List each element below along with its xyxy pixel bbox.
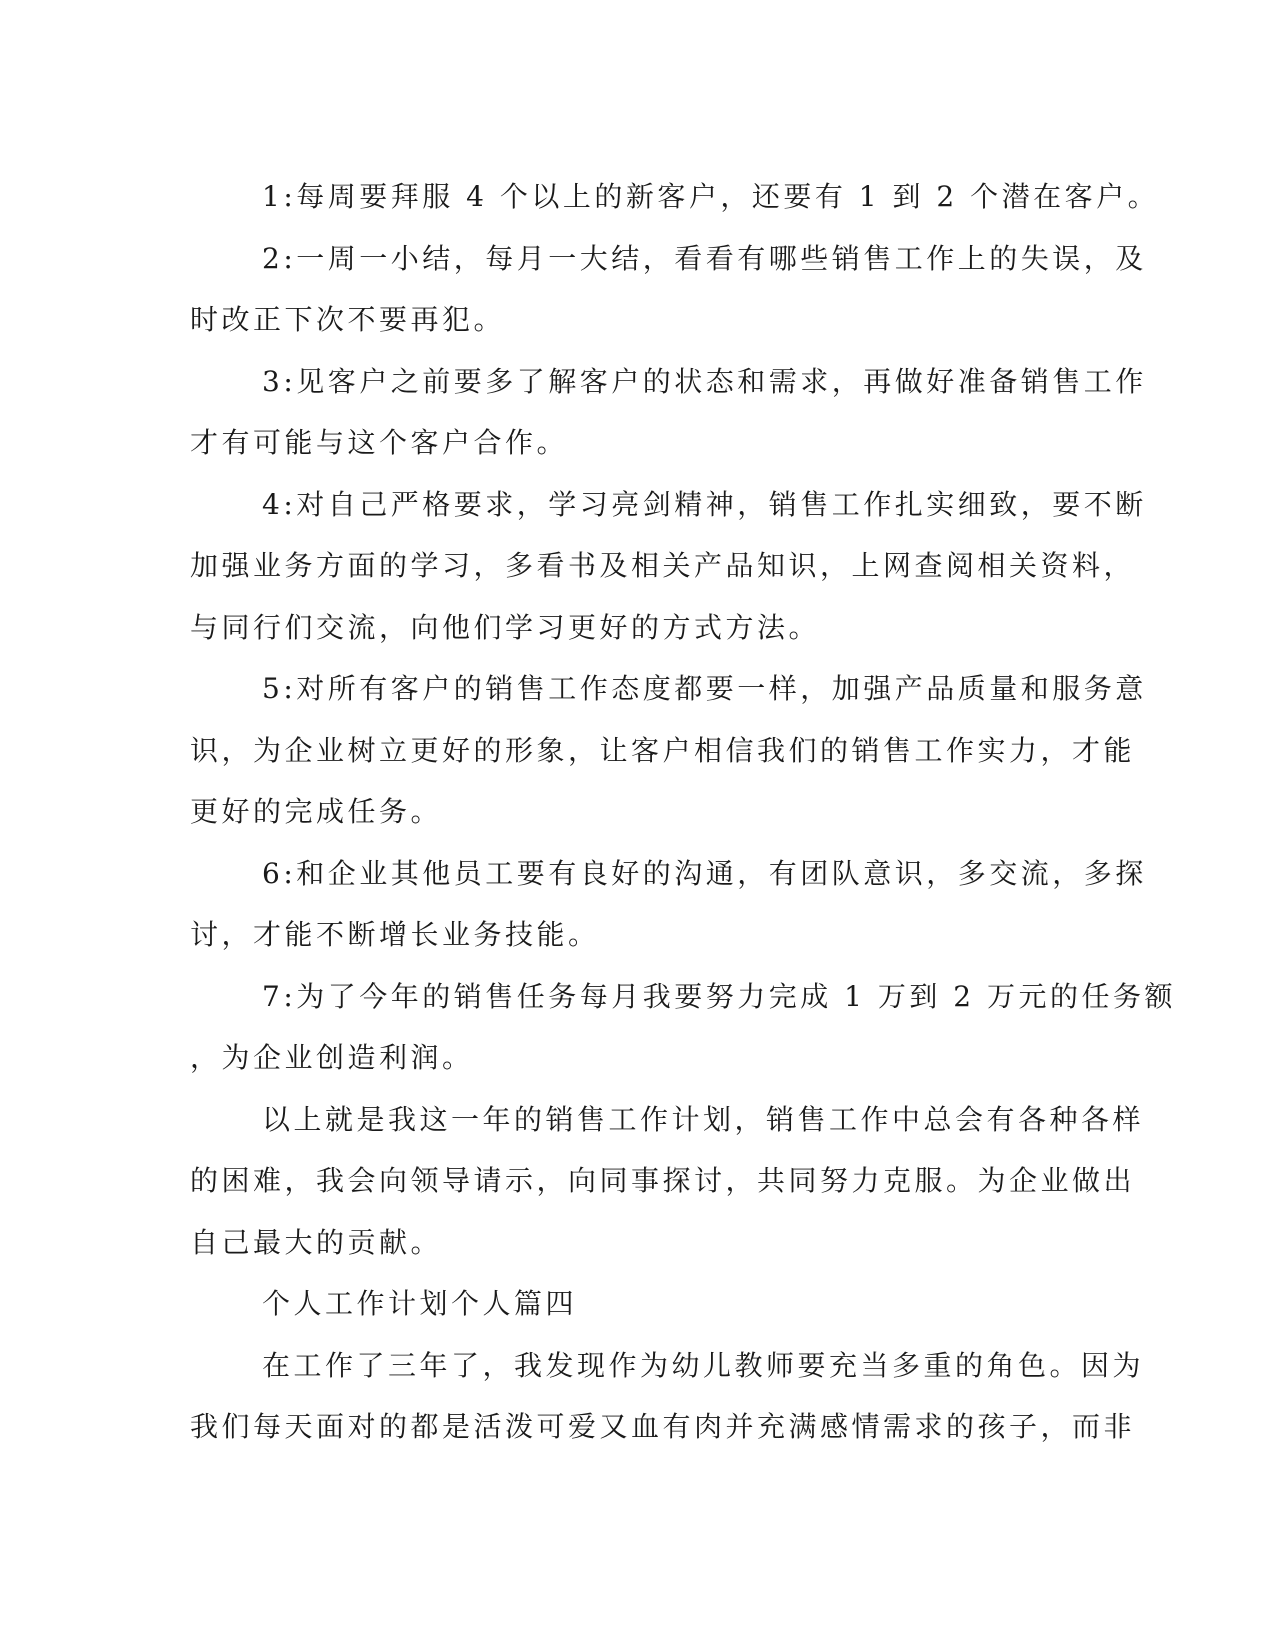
- text-line: 加强业务方面的学习，多看书及相关产品知识，上网查阅相关资料，: [190, 549, 1136, 582]
- text-line: 以上就是我这一年的销售工作计划，销售工作中总会有各种各样: [262, 1102, 1145, 1136]
- text-line: 更好的完成任务。: [190, 795, 443, 828]
- text-line: 识，为企业树立更好的形象，让客户相信我们的销售工作实力，才能: [190, 733, 1136, 767]
- text-line: 2:一周一小结，每月一大结，看看有哪些销售工作上的失误，及: [262, 241, 1147, 275]
- text-line: 才有可能与这个客户合作。: [190, 426, 569, 459]
- text-line: 5:对所有客户的销售工作态度都要一样，加强产品质量和服务意: [262, 672, 1147, 705]
- text-line: 时改正下次不要再犯。: [190, 303, 506, 336]
- section-heading: 个人工作计划个人篇四: [262, 1287, 578, 1320]
- document-body: [190, 166, 1176, 1458]
- text-line: 6:和企业其他员工要有良好的沟通，有团队意识，多交流，多探: [262, 856, 1147, 890]
- text-line: 7:为了今年的销售任务每月我要努力完成 1 万到 2 万元的任务额: [262, 979, 1176, 1013]
- text-line: 1:每周要拜服 4 个以上的新客户，还要有 1 到 2 个潜在客户。: [262, 180, 1160, 213]
- text-line: 自己最大的贡献。: [190, 1225, 443, 1259]
- text-line: 3:见客户之前要多了解客户的状态和需求，再做好准备销售工作: [262, 364, 1147, 398]
- text-line: 我们每天面对的都是活泼可爱又血有肉并充满感情需求的孩子，而非: [190, 1410, 1136, 1443]
- text-line: 讨，才能不断增长业务技能。: [190, 918, 600, 951]
- text-line: 与同行们交流，向他们学习更好的方式方法。: [190, 610, 821, 644]
- text-line: ，为企业创造利润。: [190, 1041, 474, 1074]
- text-line: 4:对自己严格要求，学习亮剑精神，销售工作扎实细致，要不断: [262, 487, 1147, 521]
- text-line: 在工作了三年了，我发现作为幼儿教师要充当多重的角色。因为: [262, 1348, 1145, 1382]
- text-line: 的困难，我会向领导请示，向同事探讨，共同努力克服。为企业做出: [190, 1164, 1136, 1197]
